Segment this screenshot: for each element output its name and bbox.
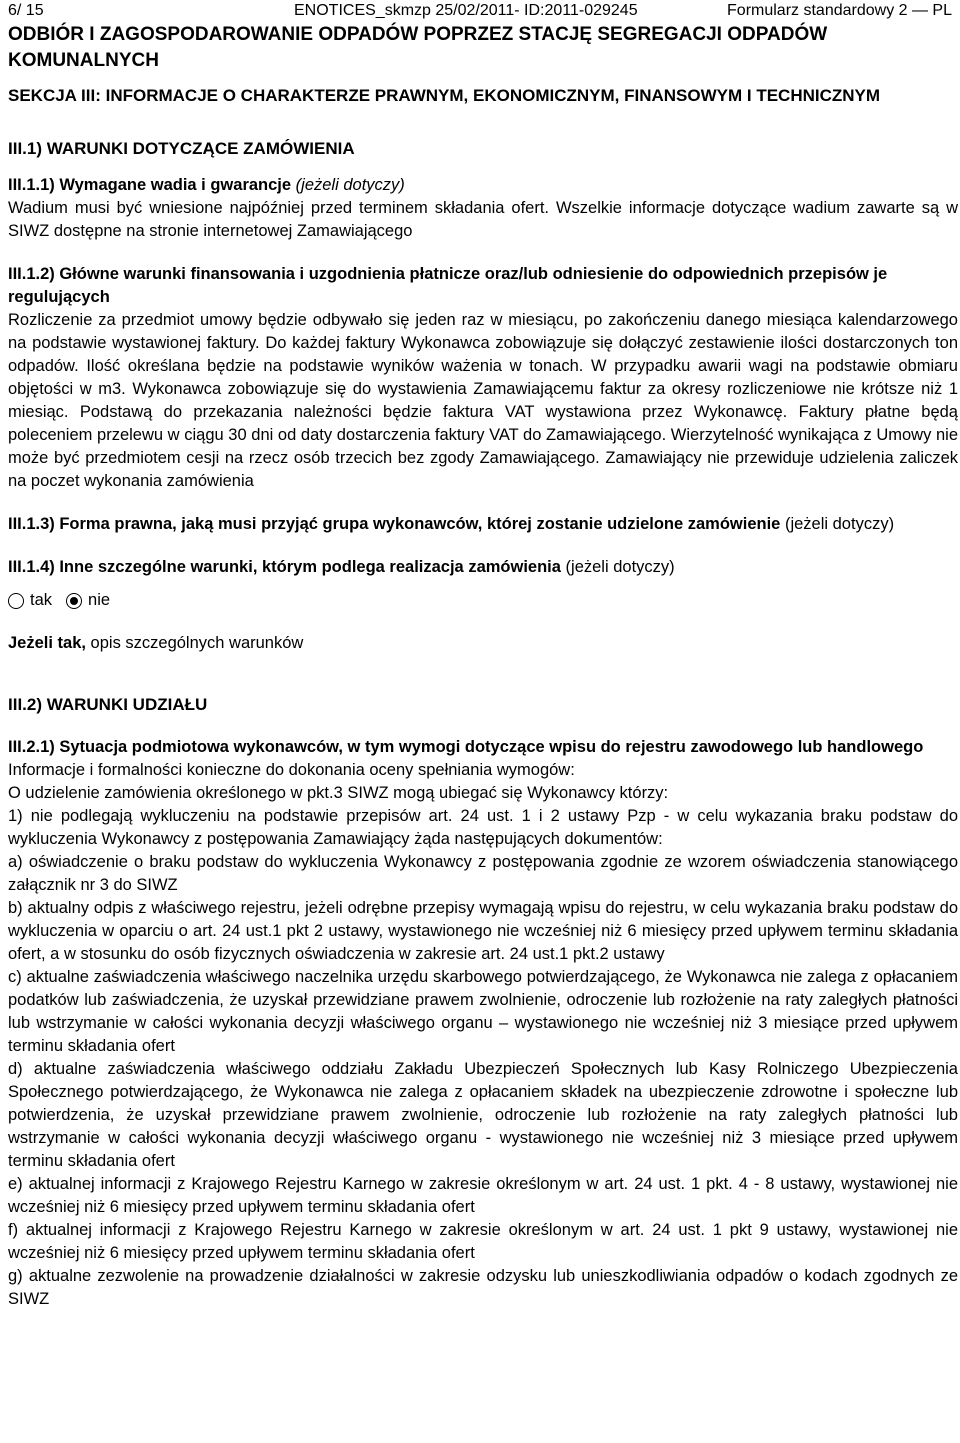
requirement-paragraph: b) aktualny odpis z właściwego rejestru, jeżeli odrębne przepisy wymagają wpisu do rejestru, w celu wykazania braku podstaw do wykluczenia w oparciu o art. 24 ust.1 pkt 2 ustawy, wystawionego nie wcześniej niż 6 miesięcy przed upływem terminu składania ofert, a w stosunku do osób fizycznych oświadczenia w zakresie art. 24 ust.1 pkt.2 ustawy [8, 899, 958, 963]
if-yes-bold: Jeżeli tak, [8, 634, 86, 652]
section-iii-1-4 [8, 556, 958, 579]
section-heading: III.1.2) Główne warunki finansowania i uzgodnienia płatnicze oraz/lub odniesienie do odpowiednich przepisów je regulujących [8, 265, 888, 306]
section-heading [8, 174, 958, 197]
requirement-paragraph: O udzielenie zamówienia określonego w pkt.3 SIWZ mogą ubiegać się Wykonawcy którzy: [8, 784, 669, 802]
requirements-list [8, 782, 958, 1311]
heading-note: (jeżeli dotyczy) [565, 558, 675, 576]
section-iii-1-2 [8, 263, 958, 493]
requirement-paragraph: e) aktualnej informacji z Krajowego Rejestru Karnego w zakresie określonym w art. 24 ust. 1 pkt. 4 - 8 ustawy, wystawionej nie wcześniej niż 6 miesięcy przed upływem terminu składania ofert [8, 1175, 958, 1216]
section-heading: III.2.1) Sytuacja podmiotowa wykonawców, w tym wymogi dotyczące wpisu do rejestru zawodowego lub handlowego [8, 738, 924, 756]
special-conditions-options [8, 589, 956, 612]
subsection-title-iii1: III.1) WARUNKI DOTYCZĄCE ZAMÓWIENIA [8, 139, 355, 158]
section-title: SEKCJA III: INFORMACJE O CHARAKTERZE PRAWNYM, EKONOMICZNYM, FINANSOWYM I TECHNICZNYM [8, 86, 881, 105]
section-text: Wadium musi być wniesione najpóźniej przed terminem składania ofert. Wszelkie informacje dotyczące wadium zawarte są w SIWZ dostępne na stronie internetowej Zamawiającego [8, 199, 958, 240]
radio-no-label: nie [88, 591, 111, 609]
requirement-paragraph: f) aktualnej informacji z Krajowego Rejestru Karnego w zakresie określonym w art. 24 ust. 1 pkt 9 ustawy, wystawionej nie wcześniej niż 6 miesięcy przed upływem terminu składania ofert [8, 1221, 958, 1262]
radio-no[interactable] [66, 593, 82, 609]
heading-text: III.1.4) Inne szczególne warunki, którym podlega realizacja zamówienia [8, 558, 561, 576]
if-yes-description [8, 632, 958, 655]
page-header [4, 0, 956, 22]
document-title: ODBIÓR I ZAGOSPODAROWANIE ODPADÓW POPRZEZ STACJĘ SEGREGACJI ODPADÓW KOMUNALNYCH [8, 24, 828, 71]
if-yes-rest: opis szczególnych warunków [85, 634, 304, 652]
section-text: Rozliczenie za przedmiot umowy będzie odbywało się jeden raz w miesiącu, po zakończeniu danego miesiąca kalendarzowego na podstawie wystawionej faktury. Do każdej faktury Wykonawca zobowiązuje się dołączyć zestawienie ilości dostarczonych ton odpadów. Ilość określana będzie na podstawie wyników ważenia w tonach. W przypadku awarii wagi na podstawie obmiaru objętości w m3. Wykonawca zobowiązuje się do wystawienia Zamawiającemu faktur za okresy rozliczeniowe nie krótsze niż 1 miesiąc. Podstawą do przekazania należności będzie faktura VAT wystawiona przez Wykonawcę. Faktury płatne będą poleceniem przelewu w ciągu 30 dni od daty dostarczenia faktury VAT do Zamawiającego. Wierzytelność wynikająca z Umowy nie może być przedmiotem cesji na rzecz osób trzecich bez zgody Zamawiającego. Zamawiający nie przewiduje udzielenia zaliczek na poczet wykonania zamówienia [8, 311, 958, 490]
subsection-title-iii2: III.2) WARUNKI UDZIAŁU [8, 695, 208, 714]
heading-note: (jeżeli dotyczy) [295, 176, 405, 194]
requirement-paragraph: a) oświadczenie o braku podstaw do wykluczenia Wykonawcy z postępowania zgodnie ze wzorem oświadczenia stanowiącego załącznik nr 3 do SIWZ [8, 853, 958, 894]
heading-note: (jeżeli dotyczy) [784, 515, 895, 533]
page-number: 6/ 15 [8, 2, 44, 19]
notice-id: ENOTICES_skmzp 25/02/2011- ID:2011-029245 [294, 2, 638, 19]
section-iii-1-3 [8, 513, 958, 536]
section-heading [8, 556, 958, 579]
section-iii-1-1 [8, 174, 958, 243]
if-yes-line [8, 632, 958, 655]
requirement-paragraph: 1) nie podlegają wykluczeniu na podstawie przepisów art. 24 ust. 1 i 2 ustawy Pzp - w celu wykazania braku podstaw do wykluczenia Wykonawcy z postępowania Zamawiający żąda następujących dokumentów: [8, 807, 958, 848]
section-iii-2-1 [8, 736, 958, 1311]
intro-text: Informacje i formalności konieczne do dokonania oceny spełniania wymogów: [8, 761, 575, 779]
requirement-paragraph: c) aktualne zaświadczenia właściwego naczelnika urzędu skarbowego potwierdzającego, że Wykonawca nie zalega z opłacaniem podatków lub zaświadczenia, że uzyskał przewidziane prawem zwolnienie, odroczenie lub rozłożenie na raty zaległych płatności lub wstrzymanie w całości wykonania decyzji właściwego organu – wystawionego nie wcześniej niż 3 miesiące przed upływem terminu składania ofert [8, 968, 958, 1055]
heading-text: III.1.3) Forma prawna, jaką musi przyjąć grupa wykonawców, której zostanie udzielone zamówienie [8, 515, 781, 533]
radio-yes[interactable] [8, 593, 24, 609]
heading-text: III.1.1) Wymagane wadia i gwarancje [8, 176, 292, 194]
requirement-paragraph: g) aktualne zezwolenie na prowadzenie działalności w zakresie odzysku lub unieszkodliwiania odpadów o kodach zgodnych ze SIWZ [8, 1267, 958, 1308]
requirement-paragraph: d) aktualne zaświadczenia właściwego oddziału Zakładu Ubezpieczeń Społecznych lub Kasy Rolniczego Ubezpieczenia Społecznego potwierdzającego, że Wykonawca nie zalega z opłacaniem składek na ubezpieczenie zdrowotne i społeczne lub potwierdzenia, że uzyskał przewidziane prawem zwolnienie, odroczenie lub rozłożenie na raty zaległych płatności lub wstrzymanie w całości wykonania decyzji właściwego organu - wystawionego nie wcześniej niż 3 miesiące przed upływem terminu składania ofert [8, 1060, 958, 1170]
form-name: Formularz standardowy 2 — PL [727, 2, 952, 19]
section-heading [8, 513, 958, 536]
radio-yes-label: tak [30, 591, 53, 609]
